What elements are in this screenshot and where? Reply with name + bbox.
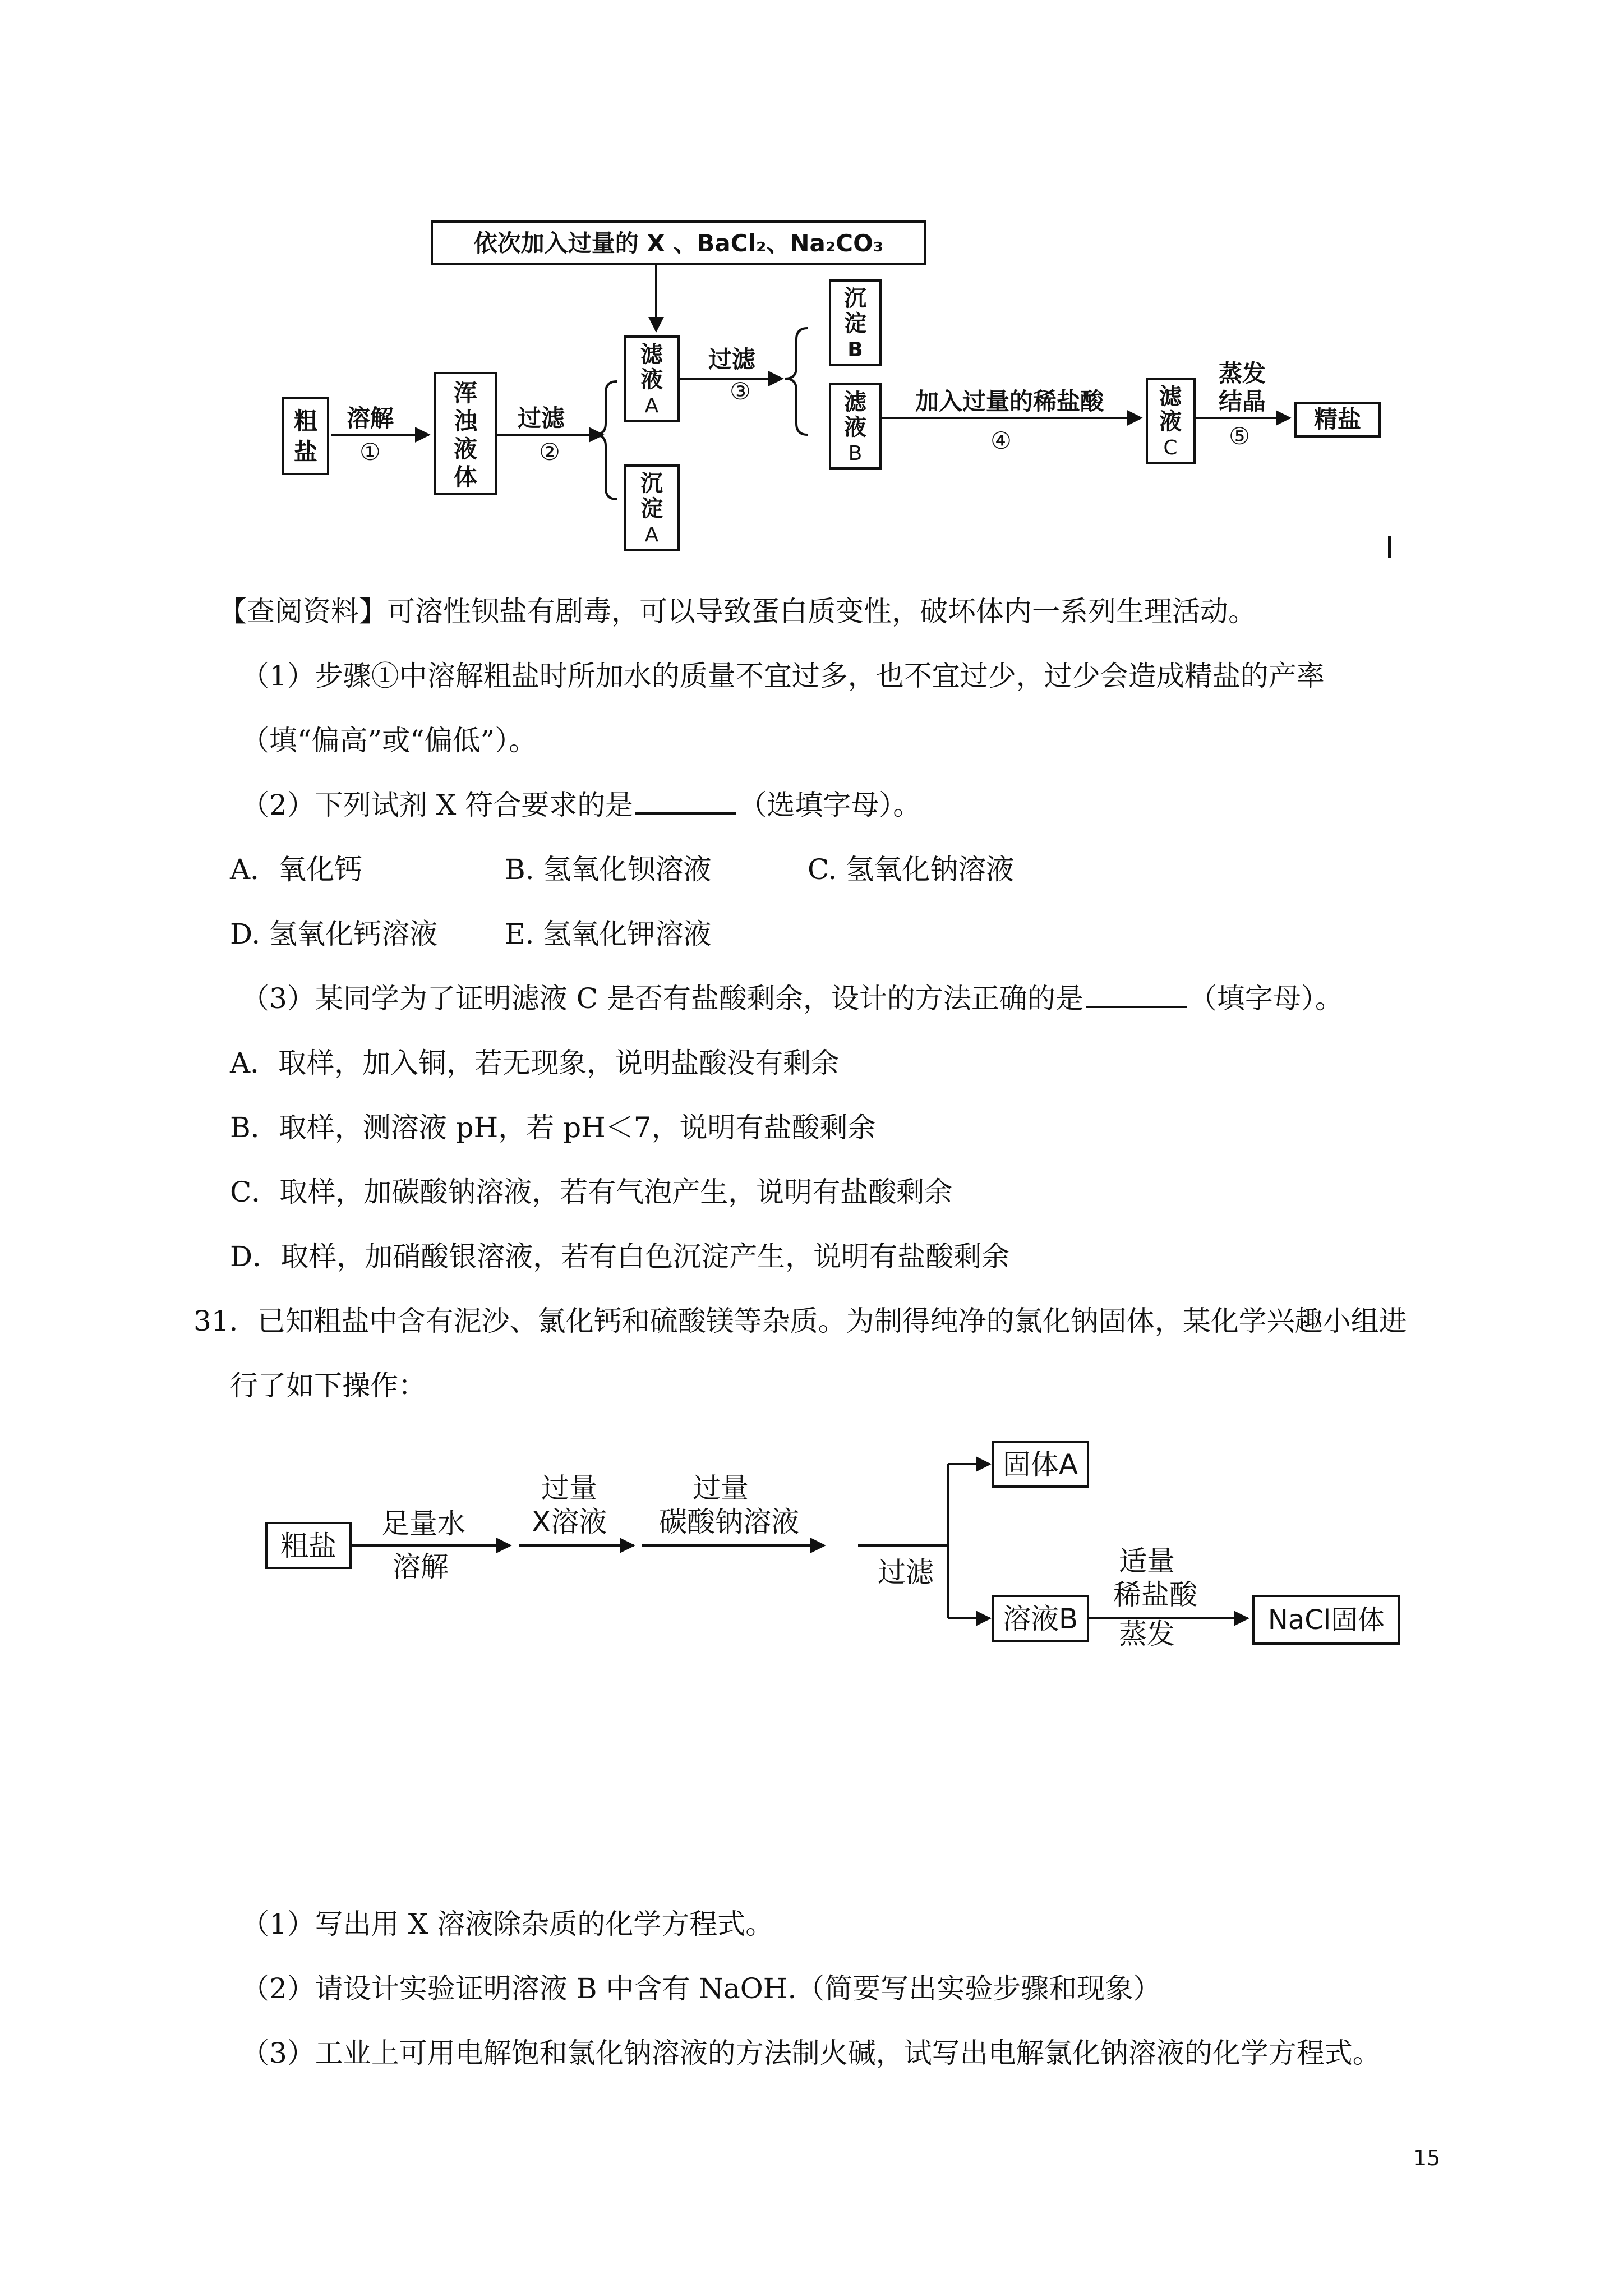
q3-option-c: C．取样，加碳酸钠溶液，若有气泡产生，说明有盐酸剩余 — [230, 1176, 953, 1208]
svg-text:粗盐: 粗盐 — [280, 1530, 336, 1562]
answer-blank — [635, 790, 736, 815]
svg-text:溶解: 溶解 — [346, 404, 394, 432]
svg-text:沉: 沉 — [844, 286, 866, 311]
svg-text:粗: 粗 — [293, 407, 318, 435]
svg-text:滤: 滤 — [1159, 384, 1182, 409]
q3-option-d: D．取样，加硝酸银溶液，若有白色沉淀产生，说明有盐酸剩余 — [230, 1240, 1010, 1273]
svg-text:过滤: 过滤 — [878, 1556, 934, 1589]
svg-text:滤: 滤 — [844, 389, 866, 415]
svg-text:B: B — [848, 442, 863, 465]
svg-text:适量: 适量 — [1119, 1545, 1175, 1577]
svg-text:液: 液 — [1159, 409, 1182, 435]
reference-note: 【查阅资料】可溶性钡盐有剧毒，可以导致蛋白质变性，破坏体内一系列生理活动。 — [219, 595, 1256, 628]
svg-text:液: 液 — [844, 415, 866, 440]
svg-text:结晶: 结晶 — [1218, 388, 1266, 415]
flowchart-2 — [0, 1402, 1623, 1717]
svg-text:过量: 过量 — [693, 1472, 749, 1504]
svg-text:液: 液 — [453, 435, 478, 463]
svg-text:过滤: 过滤 — [708, 346, 756, 373]
svg-text:淀: 淀 — [844, 311, 866, 337]
q2-option-a: A．氧化钙 — [230, 853, 363, 886]
svg-text:加入过量的稀盐酸: 加入过量的稀盐酸 — [915, 388, 1104, 415]
q2-stem: （2）下列试剂 X 符合要求的是 （选填字母）。 — [241, 789, 921, 821]
q31-line1: 31．已知粗盐中含有泥沙、氯化钙和硫酸镁等杂质。为制得纯净的氯化钠固体，某化学兴趣小组进 — [193, 1305, 1407, 1337]
svg-text:足量水: 足量水 — [381, 1507, 465, 1540]
svg-text:稀盐酸: 稀盐酸 — [1113, 1579, 1197, 1611]
page-number: 15 — [1413, 2146, 1441, 2170]
svg-text:⑤: ⑤ — [1229, 422, 1250, 450]
svg-text:淀: 淀 — [640, 496, 663, 522]
svg-text:蒸发: 蒸发 — [1119, 1618, 1175, 1650]
svg-text:X溶液: X溶液 — [531, 1506, 607, 1538]
sub-question-1: （1）写出用 X 溶液除杂质的化学方程式。 — [241, 1908, 774, 1940]
svg-text:液: 液 — [640, 367, 663, 393]
svg-text:体: 体 — [453, 463, 478, 491]
svg-text:C: C — [1163, 436, 1178, 459]
svg-text:①: ① — [359, 438, 381, 466]
svg-text:溶液B: 溶液B — [1002, 1603, 1078, 1635]
svg-text:③: ③ — [730, 378, 751, 405]
answer-blank — [1086, 983, 1187, 1008]
svg-text:沉: 沉 — [640, 471, 663, 496]
svg-text:B: B — [847, 338, 863, 361]
svg-text:④: ④ — [990, 427, 1012, 454]
q2-option-c: C. 氢氧化钠溶液 — [808, 853, 1015, 886]
svg-text:过滤: 过滤 — [517, 404, 565, 432]
q2-option-d: D. 氢氧化钙溶液 — [230, 918, 438, 950]
sub-question-2: （2）请设计实验证明溶液 B 中含有 NaOH.（简要写出实验步骤和现象） — [241, 1972, 1161, 2005]
svg-text:固体A: 固体A — [1002, 1448, 1078, 1481]
svg-text:浊: 浊 — [453, 407, 478, 435]
svg-text:碳酸钠溶液: 碳酸钠溶液 — [659, 1506, 799, 1538]
q3-option-b: B．取样，测溶液 pH，若 pH＜7，说明有盐酸剩余 — [230, 1111, 876, 1144]
svg-text:A: A — [644, 523, 659, 546]
svg-text:NaCl固体: NaCl固体 — [1267, 1604, 1385, 1636]
sub-question-3: （3）工业上可用电解饱和氯化钠溶液的方法制火碱，试写出电解氯化钠溶液的化学方程式。 — [241, 2037, 1381, 2069]
flowchart-1 — [0, 0, 1623, 561]
reagent-label: 依次加入过量的 X 、BaCl₂、Na₂CO₃ — [473, 229, 884, 257]
svg-text:盐: 盐 — [293, 438, 318, 466]
svg-text:②: ② — [539, 438, 560, 466]
q3-stem: （3）某同学为了证明滤液 C 是否有盐酸剩余，设计的方法正确的是 （填字母）。 — [241, 982, 1343, 1015]
svg-text:滤: 滤 — [640, 342, 663, 367]
q1-line1: （1）步骤①中溶解粗盐时所加水的质量不宜过多，也不宜过少，过少会造成精盐的产率 — [241, 660, 1325, 692]
q2-option-e: E. 氢氧化钾溶液 — [505, 918, 712, 950]
svg-text:A: A — [644, 394, 659, 417]
svg-text:浑: 浑 — [453, 379, 478, 407]
q2-option-b: B. 氢氧化钡溶液 — [505, 853, 712, 886]
q1-line2: （填“偏高”或“偏低”）。 — [241, 724, 537, 757]
q31-line2: 行了如下操作： — [230, 1369, 426, 1402]
svg-text:过量: 过量 — [541, 1472, 597, 1504]
svg-text:溶解: 溶解 — [393, 1550, 449, 1583]
q3-option-a: A．取样，加入铜，若无现象，说明盐酸没有剩余 — [230, 1047, 840, 1079]
svg-text:精盐: 精盐 — [1313, 406, 1362, 433]
svg-text:蒸发: 蒸发 — [1218, 360, 1266, 387]
